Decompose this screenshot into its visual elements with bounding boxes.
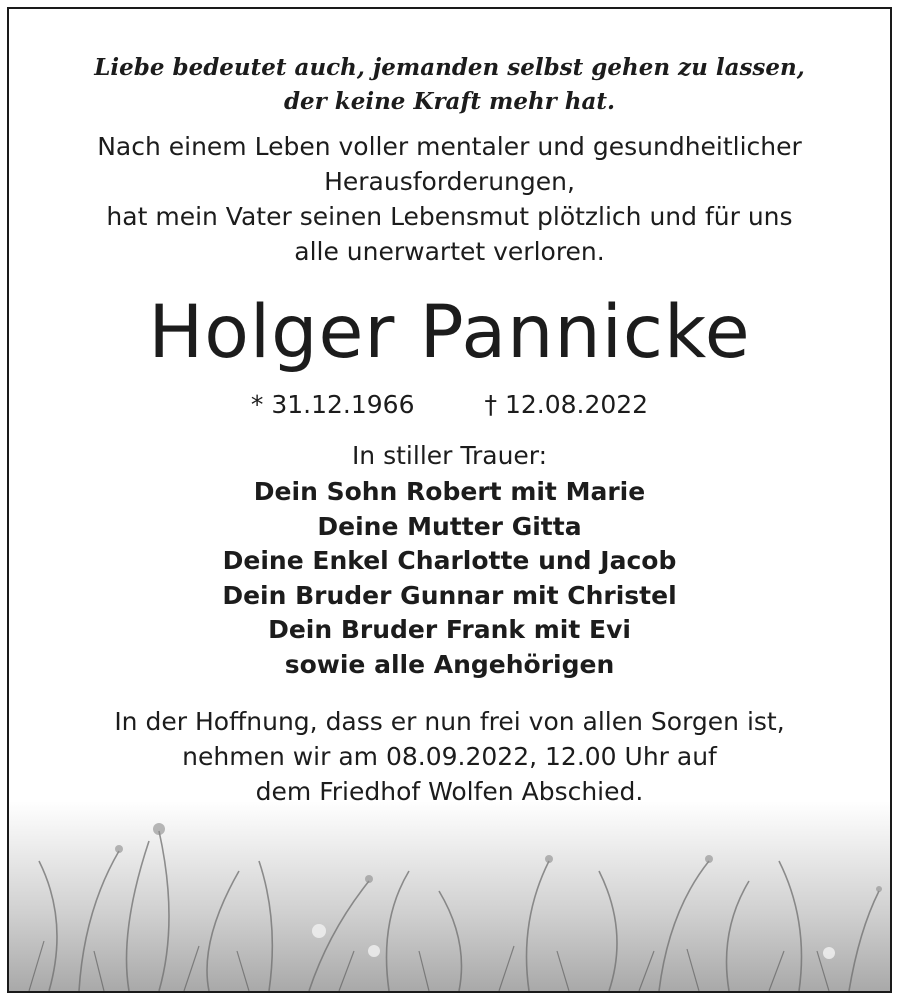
intro-line: Nach einem Leben voller mentaler und gesundheitlicher [97, 132, 802, 161]
meadow-background-image [9, 801, 890, 991]
closing-line: nehmen wir am 08.09.2022, 12.00 Uhr auf [182, 742, 717, 771]
motto-quote [49, 51, 850, 119]
intro-text [39, 129, 860, 269]
mourner-entry: Deine Mutter Gitta [317, 511, 582, 541]
grass-illustration [9, 801, 890, 991]
mourners-list [9, 475, 890, 682]
death-date: † 12.08.2022 [484, 390, 649, 419]
mourning-label: In stiller Trauer: [351, 441, 548, 470]
funeral-notice [39, 704, 860, 809]
closing-line: dem Friedhof Wolfen Abschied. [255, 777, 644, 806]
intro-line: Herausforderungen, [324, 167, 575, 196]
deceased-name: Holger Pannicke [148, 290, 751, 375]
mourner-entry: Dein Bruder Frank mit Evi [268, 615, 631, 644]
intro-line: hat mein Vater seinen Lebensmut plötzlich und für uns [106, 202, 793, 231]
mourner-entry: sowie alle Angehörigen [284, 649, 615, 679]
motto-line: der keine Kraft mehr hat. [283, 88, 616, 115]
obituary-frame [7, 7, 892, 993]
mourner-entry: Dein Bruder Gunnar mit Christel [222, 580, 677, 610]
intro-line: alle unerwartet verloren. [294, 237, 605, 266]
mourner-entry: Deine Enkel Charlotte und Jacob [222, 546, 677, 575]
obituary-content [9, 9, 890, 809]
mourner-entry: Dein Sohn Robert mit Marie [253, 477, 646, 506]
motto-line: Liebe bedeutet auch, jemanden selbst gehen zu lassen, [94, 54, 805, 81]
life-dates [9, 389, 890, 421]
birth-date: * 31.12.1966 [250, 390, 415, 419]
closing-line: In der Hoffnung, dass er nun frei von allen Sorgen ist, [114, 707, 785, 736]
